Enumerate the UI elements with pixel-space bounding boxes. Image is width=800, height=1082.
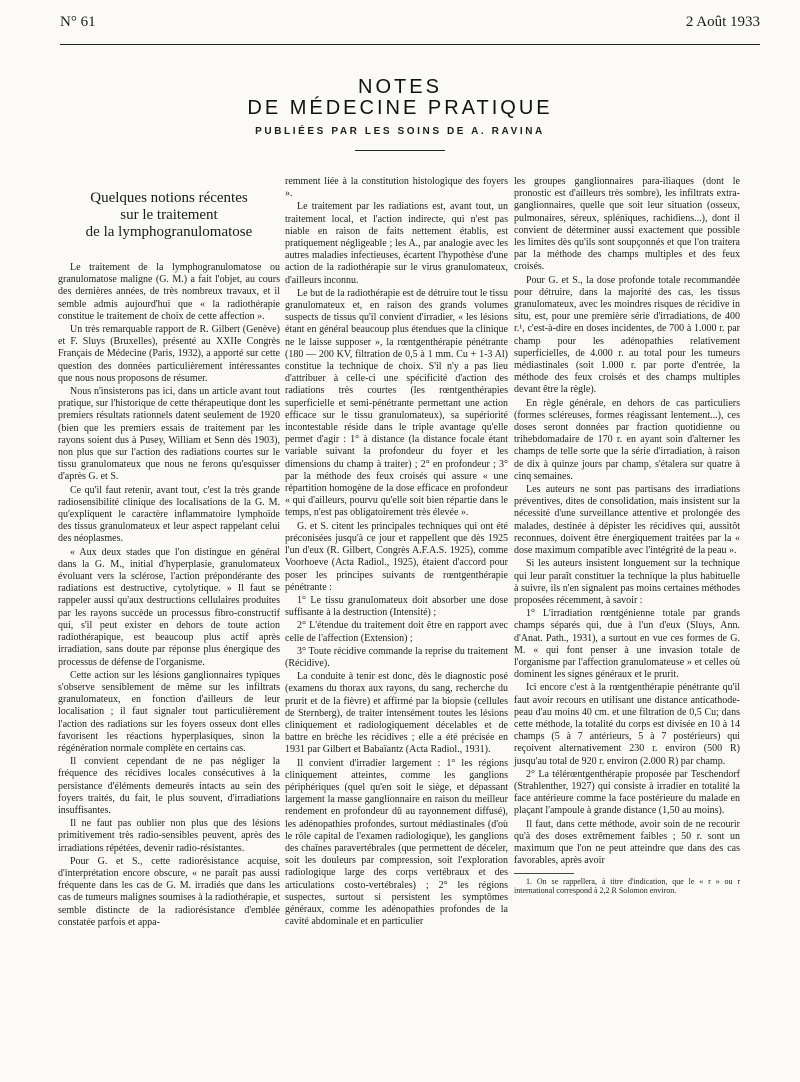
footnote: 1. On se rappellera, à titre d'indication, que le « r » ou r international correspond à 2,2 R Solomon environ. xyxy=(514,877,740,896)
journal-subtitle: PUBLIÉES PAR LES SOINS DE A. RAVINA xyxy=(255,126,545,137)
article-title xyxy=(58,190,280,241)
paragraph: Ce qu'il faut retenir, avant tout, c'est la très grande radiosensibilité clinique des localisations de la G. M. qu'expliquent le caractère inflammatoire lymphoïde des tissus granulomateux et leur aspect rappelant celui des néoplasmes. xyxy=(58,484,280,545)
journal-title-line1: NOTES xyxy=(358,76,442,98)
footnote-rule xyxy=(514,873,574,874)
article-title-line: Quelques notions récentes xyxy=(90,190,248,206)
paragraph: Il convient cependant de ne pas négliger la fréquence des récidives locales consécutives à la persistance d'éléments demeurés intacts au sein des foyers traités, du fait, le plus souvent, d'irradiations insuffisantes. xyxy=(58,756,280,816)
paragraph: Il faut, dans cette méthode, avoir soin de ne recourir qu'à des doses extrêmement faibles ; 50 r. sont un maximum que l'on ne peut atteindre que dans des cas favorables, après avoir xyxy=(514,818,740,867)
column-3 xyxy=(514,176,740,896)
paragraph: Si les auteurs insistent longuement sur la technique qui leur paraît constituer la technique la plus habituelle à suivre, ils n'en signalent pas moins certaines méthodes proposées récemment, à savoir : xyxy=(514,558,740,606)
paragraph: les groupes ganglionnaires para-iliaques (dont le pronostic est d'ailleurs très sombre), les infiltrats extra-ganglionnaires, quelle que soit leur situation (osseux, pulmonaires, séreux, spléniques, rachidiens...), dont il convient de déterminer aussi exactement que possible les limites dès qu'ils sont soupçonnés et que l'on traitera par la méthode des champs multiples et des feux croisés. xyxy=(514,176,740,273)
article-title-line: de la lymphogranulomatose xyxy=(85,224,253,240)
paragraph: Nous n'insisterons pas ici, dans un article avant tout pratique, sur l'historique de cette thérapeutique dont les premiers résultats rationnels datent seulement de 1920 (bien que les premiers essais de traitement par les rayons soient dus à Pusey, William et Senn dès 1903), non plus que sur l'action des radiations courtes sur le tissu granulomateux que nous ne ferons qu'esquisser d'après G. et S. xyxy=(58,386,280,483)
paragraph: Le but de la radiothérapie est de détruire tout le tissu granulomateux et, en raison des grands volumes suspects de tissus qu'il convient d'irradier, « les lésions étant en général beaucoup plus étendues que la clinique ne le laisse supposer », la rœntgenthérapie pénétrante (180 — 200 KV, filtration de 0,5 à 1 mm. Cu + 1-3 Al) constitue la technique de choix. S'il n'y a pas lieu d'attribuer à celle-ci une spécificité d'action des radiations très courtes (les rœntgenthérapies superficielle et semi-pénétrante permettant une action efficace sur le tissu granulomateux), sa supériorité incontestable réside dans le triple avantage qu'elle permet d'agir : 1° à distance (la distance focale étant variable suivant la profondeur du foyer et les dimensions du champ à traiter) ; 2° en profondeur ; 3° par la méthode des feux croisés qui assure « une répartition homogène de la dose efficace en profondeur « qui d'ailleurs, pourvu qu'elle soit bien répartie dans le temps, n'est pas obligatoirement très élevée ». xyxy=(285,287,508,519)
journal-title-line2: DE MÉDECINE PRATIQUE xyxy=(247,97,553,119)
column-2 xyxy=(285,176,508,929)
paragraph: « Aux deux stades que l'on distingue en général dans la G. M., initial d'hyperplasie, granulomateux évoluant vers la sclérose, l'action prépondérante des radiations est destructive, cytolytique. » Il faut se rappeler aussi qu'aux destructions cellulaires produites par les rayons succède un processus fibro-constructif qui, s'il peut exister en dehors de toute action radiothérapique, est beaucoup plus actif après irradiation, sans doute par réponse plus énergique des processus de défense de l'organisme. xyxy=(58,546,280,668)
running-header xyxy=(60,14,760,36)
paragraph: 1° Le tissu granulomateux doit absorber une dose suffisante à la destruction (Intensité) ; xyxy=(285,594,508,619)
issue-date: 2 Août 1933 xyxy=(685,14,760,30)
header-rule xyxy=(60,44,760,45)
paragraph: 3° Toute récidive commande la reprise du traitement (Récidive). xyxy=(285,645,508,669)
paragraph: La conduite à tenir est donc, dès le diagnostic posé (examens du thorax aux rayons, du sang, recherche du prurit et de la fièvre) et affirmé par la biopsie (cellules de Sternberg), de traiter intensément toutes les lésions cliniquement et radiologiquement décelables et de battre en brèche les récidives ; elle a été précisée en 1931 par Gilbert et Babaïantz (Acta Radiol., 1931). xyxy=(285,671,508,756)
paragraph: Le traitement de la lymphogranulomatose ou granulomatose maligne (G. M.) a fait l'objet, au cours des dernières années, de très nombreux travaux, et il semble admis aujourd'hui que « la radiothérapie constitue le traitement de choix de cette affection ». xyxy=(58,262,280,322)
paragraph: Ici encore c'est à la rœntgenthérapie pénétrante qu'il faut avoir recours en utilisant une distance anticathode-peau d'au moins 40 cm. et une filtration de 0,5 Cu; dans cette méthode, la totalité du corps est divisée en 10 à 14 champs (5 à 7 antérieurs, 5 à 7 postérieurs) qui reçoivent alternativement 230 r. environ (500 R) jusqu'au total de 920 r. environ (2.000 R) par champ. xyxy=(514,682,740,767)
title-divider xyxy=(355,150,445,151)
paragraph: G. et S. citent les principales techniques qui ont été préconisées jusqu'à ce jour et rappellent que dès 1925 l'un d'eux (R. Gilbert, Congrès A.F.A.S. 1925), comme Voorhoeve (Acta Radiol., 1925), étaient d'accord pour poser les principes suivants de rœntgenthérapie pénétrante : xyxy=(285,520,508,593)
paragraph: En règle générale, en dehors de cas particuliers (formes scléreuses, formes réagissant lentement...), ces doses seront données par fraction quotidienne ou trihebdomadaire de 170 r. en ayant soin d'alterner les champs de telle sorte que la série d'irradiation, à raison de dix à quinze jours par champ, s'étalera sur quatre à cinq semaines. xyxy=(514,397,740,482)
paragraph: Le traitement par les radiations est, avant tout, un traitement local, et l'action indirecte, qui n'est pas niable en raison de faits nettement établis, est pratiquement négligeable ; les A., par analogie avec les autres maladies infectieuses, écartent l'hypothèse d'une action de la radiothérapie sur le virus granulomateux, d'ailleurs inconnu. xyxy=(285,201,508,286)
paragraph: 2° L'étendue du traitement doit être en rapport avec celle de l'affection (Extension) ; xyxy=(285,620,508,644)
paragraph: Pour G. et S., cette radiorésistance acquise, d'interprétation encore obscure, « ne paraît pas aussi fréquente dans les cas de G. M. irradiés que dans les cas de tumeurs malignes soumises à la radiothérapie, et semble distincte de la radiorésistance d'emblée constatée parfois et appa- xyxy=(58,855,280,928)
issue-number: N° 61 xyxy=(60,14,96,30)
paragraph: 2° La télérœntgenthérapie proposée par Teschendorf (Strahlenther, 1927) qui consiste à irradier en totalité la face antérieure comme la face postérieure du malade en plaçant l'ampoule à grande distance (1,50 au moins). xyxy=(514,768,740,817)
paragraph: remment liée à la constitution histologique des foyers ». xyxy=(285,176,508,200)
paragraph: Pour G. et S., la dose profonde totale recommandée pour détruire, dans la majorité des cas, les tissus granulomateux, avec les moindres risques de récidive in situ, est, pour une première série d'irradiations, de 400 r.¹, c'est-à-dire en doses incidentes, de 700 à 1.000 r. par champ pour les adénopathies relativement superficielles, de 4.000 r. au total pour les tumeurs médiastinales (soit 1.000 r. par porte d'entrée, la méthode des feux croisés et des champs multiples devant être la règle). xyxy=(514,274,740,396)
paragraph: Les auteurs ne sont pas partisans des irradiations préventives, dites de consolidation, mais insistent sur la nécessité d'une surveillance attentive et prolongée des malades, destinée à dépister les récidives qui, aussitôt reconnues, doivent être énergiquement traitées par la « dose maximum compatible avec l'intégrité de la peau ». xyxy=(514,484,740,557)
paragraph: Il convient d'irradier largement : 1° les régions cliniquement atteintes, comme les ganglions périphériques (quel qu'en soit le siège, et dépassant largement la masse ganglionnaire en raison du meilleur rendement en profondeur dû au rayonnement diffusé), les adénopathies profondes, surtout médiastinales (d'où le rôle capital de l'examen radiologique), les ganglions des chaînes paravertébrales (que permettent de déceler, soit les douleurs par compression, soit l'exploration radiologique large des corps vertébraux et des articulations costo-vertébrales) ; 2° les régions suspectes, surtout si persistent les symptômes généraux, comme les adénopathies profondes de la cavité abdominale et en particulier xyxy=(285,757,508,928)
paragraph: 1° L'irradiation rœntgénienne totale par grands champs séparés qui, due à l'un d'eux (Sluys, Ann. d'Anat. Path., 1931), a surtout en vue ces formes de G. M. « qui font penser à une invasion totale de l'organisme par l'affection granulomateuse » et celles où dominent les signes généraux et le prurit. xyxy=(514,608,740,681)
paragraph: Il ne faut pas oublier non plus que des lésions primitivement très radio-sensibles peuvent, après des irradiations répétées, devenir radio-résistantes. xyxy=(58,818,280,854)
paragraph: Cette action sur les lésions ganglionnaires typiques s'observe sensiblement de même sur les infiltrats granulomateux, en fonction d'ailleurs de leur localisation ; il faut signaler tout particulièrement l'action des radiations sur les foyers osseux dont elles favorisent les réactions hyperplasiques, sinon la régénération normale complète en certains cas. xyxy=(58,669,280,754)
paragraph: Un très remarquable rapport de R. Gilbert (Genève) et F. Sluys (Bruxelles), présenté au XXIIe Congrès Français de Médecine (Paris, 1932), a apporté sur cette question des données particulièrement intéressantes que nous nous proposons de résumer. xyxy=(58,324,280,384)
column-1 xyxy=(58,262,280,930)
article-title-line: sur le traitement xyxy=(120,207,218,223)
